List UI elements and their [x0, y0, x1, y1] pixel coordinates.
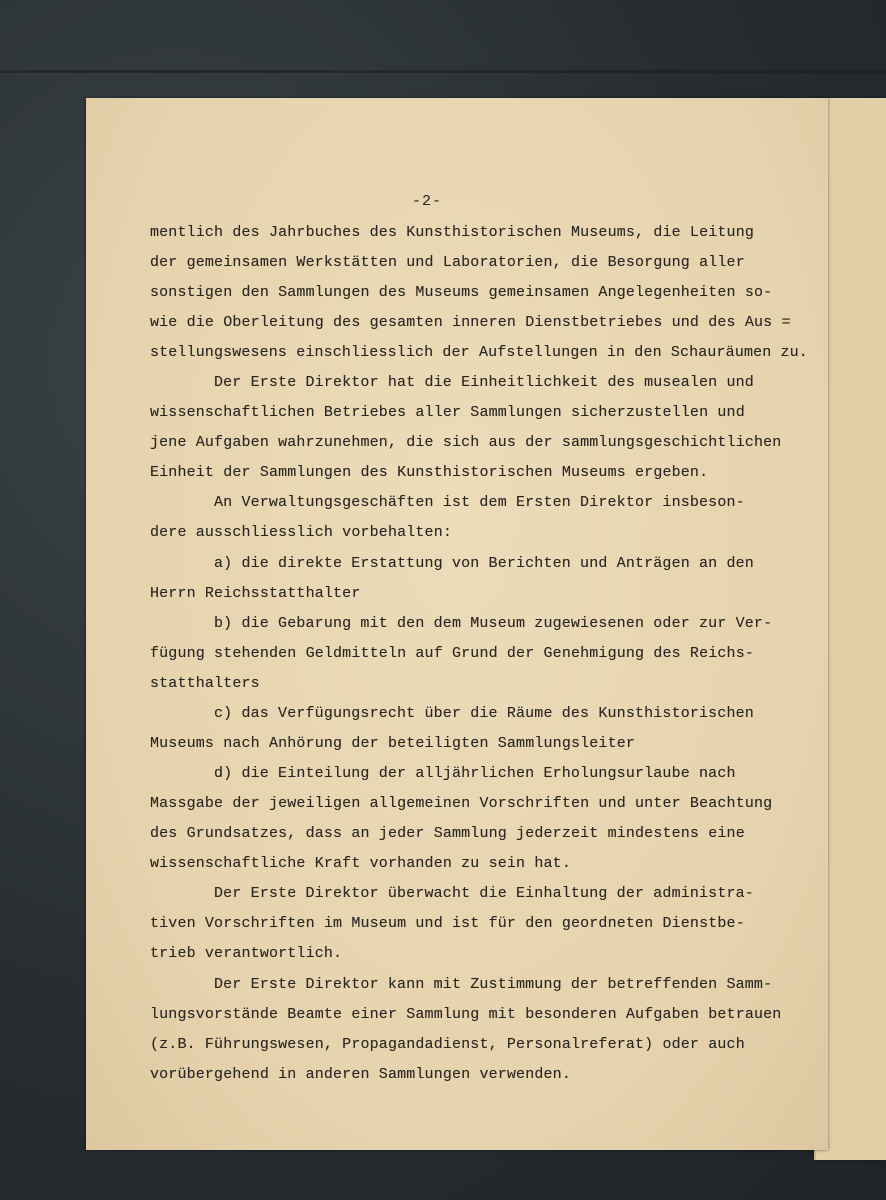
text-line: fügung stehenden Geldmitteln auf Grund der Genehmigung des Reichs-: [150, 645, 754, 662]
text-line: sonstigen den Sammlungen des Museums gemeinsamen Angelegenheiten so-: [150, 284, 773, 301]
text-line: d) die Einteilung der alljährlichen Erholungsurlaube nach: [214, 765, 736, 782]
text-line: Herrn Reichsstatthalter: [150, 585, 361, 602]
text-line: wie die Oberleitung des gesamten inneren Dienstbetriebes und des Aus =: [150, 314, 791, 331]
text-line: der gemeinsamen Werkstätten und Laboratorien, die Besorgung aller: [150, 254, 745, 271]
page-number: -2-: [412, 193, 443, 210]
text-line: b) die Gebarung mit den dem Museum zugewiesenen oder zur Ver-: [214, 615, 773, 632]
text-line: wissenschaftlichen Betriebes aller Sammlungen sicherzustellen und: [150, 404, 745, 421]
text-line: statthalters: [150, 675, 260, 692]
text-line: Der Erste Direktor kann mit Zustimmung der betreffenden Samm-: [214, 976, 773, 993]
text-line: Massgabe der jeweiligen allgemeinen Vorschriften und unter Beachtung: [150, 795, 773, 812]
background-fold: [0, 70, 886, 73]
text-line: mentlich des Jahrbuches des Kunsthistorischen Museums, die Leitung: [150, 224, 754, 241]
text-line: tiven Vorschriften im Museum und ist für den geordneten Dienstbe-: [150, 915, 745, 932]
text-line: des Grundsatzes, dass an jeder Sammlung jederzeit mindestens eine: [150, 825, 745, 842]
text-line: jene Aufgaben wahrzunehmen, die sich aus der sammlungsgeschichtlichen: [150, 434, 782, 451]
text-line: stellungswesens einschliesslich der Aufstellungen in den Schauräumen zu.: [150, 344, 808, 361]
text-line: c) das Verfügungsrecht über die Räume des Kunsthistorischen: [214, 705, 754, 722]
text-line: a) die direkte Erstattung von Berichten und Anträgen an den: [214, 555, 754, 572]
text-line: Einheit der Sammlungen des Kunsthistorischen Museums ergeben.: [150, 464, 709, 481]
text-line: (z.B. Führungswesen, Propagandadienst, Personalreferat) oder auch: [150, 1036, 745, 1053]
text-line: wissenschaftliche Kraft vorhanden zu sein hat.: [150, 855, 571, 872]
text-line: Der Erste Direktor überwacht die Einhaltung der administra-: [214, 885, 754, 902]
text-line: Der Erste Direktor hat die Einheitlichkeit des musealen und: [214, 374, 754, 391]
text-line: vorübergehend in anderen Sammlungen verwenden.: [150, 1066, 571, 1083]
text-line: Museums nach Anhörung der beteiligten Sammlungsleiter: [150, 735, 636, 752]
text-line: trieb verantwortlich.: [150, 945, 343, 962]
text-line: lungsvorstände Beamte einer Sammlung mit besonderen Aufgaben betrauen: [150, 1006, 782, 1023]
text-line: dere ausschliesslich vorbehalten:: [150, 524, 452, 541]
text-line: An Verwaltungsgeschäften ist dem Ersten Direktor insbeson-: [214, 494, 745, 511]
